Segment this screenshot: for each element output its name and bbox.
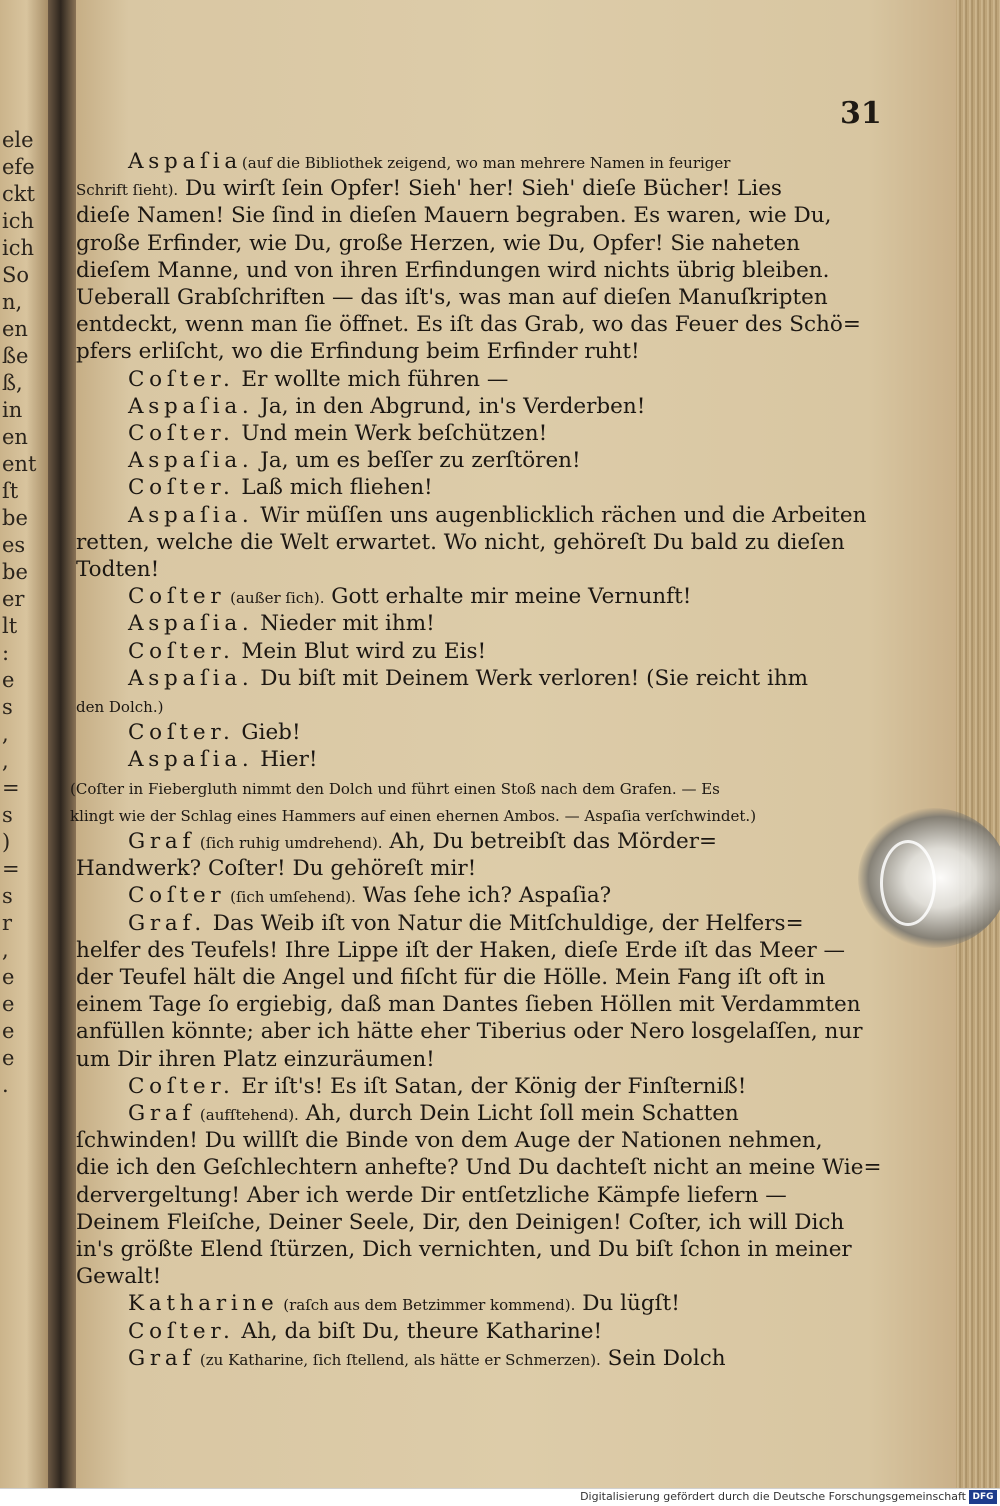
text-line xyxy=(128,1100,739,1129)
dialogue-text: Ah, da biſt Du, theure Katharine! xyxy=(234,1318,603,1344)
speaker-name: Graf. xyxy=(128,910,206,936)
page-stack-edges xyxy=(956,0,1000,1488)
speaker-name: Coſter xyxy=(128,883,226,909)
text-line xyxy=(76,991,861,1019)
dialogue-text: Hier! xyxy=(253,747,318,773)
left-page-fragment: ich xyxy=(2,209,35,233)
text-line xyxy=(76,1154,882,1182)
text-line xyxy=(128,882,611,911)
text-line xyxy=(128,638,486,666)
text-line xyxy=(76,1236,852,1264)
text-line xyxy=(128,1345,726,1374)
text-line xyxy=(128,366,508,394)
left-page-fragment: ckt xyxy=(2,182,35,206)
text-line xyxy=(128,719,301,747)
dialogue-text: Gieb! xyxy=(234,720,301,746)
text-line xyxy=(128,1318,602,1346)
dialogue-text: retten, welche die Welt erwartet. Wo nicht, gehöreſt Du bald zu dieſen xyxy=(76,529,845,555)
dialogue-text: dieſem Manne, und von ihren Erfindungen wird nichts übrig bleiben. xyxy=(76,257,830,283)
left-page-fragment: en xyxy=(2,317,28,341)
stage-direction: den Dolch.) xyxy=(76,698,164,716)
text-line xyxy=(128,148,730,177)
stage-direction: (aufſtehend). xyxy=(195,1106,299,1124)
text-line xyxy=(128,665,808,693)
text-line xyxy=(76,284,828,312)
dialogue-text: Du biſt mit Deinem Werk verloren! (Sie reicht ihm xyxy=(253,665,809,691)
text-line xyxy=(76,855,476,883)
left-page-fragment: = xyxy=(2,776,20,800)
dialogue-text: Wir müſſen uns augenblicklich rächen und die Arbeiten xyxy=(253,502,867,528)
text-line xyxy=(76,175,782,204)
dialogue-text: Deinem Fleiſche, Deiner Seele, Dir, den Deinigen! Coſter, ich will Dich xyxy=(76,1209,845,1235)
dialogue-text: einem Tage ſo ergiebig, daß man Dantes ſieben Höllen mit Verdammten xyxy=(76,992,861,1018)
book-page xyxy=(70,0,956,1488)
left-page-fragment: s xyxy=(2,884,13,908)
text-line xyxy=(128,910,804,938)
speaker-name: Graf xyxy=(128,1101,196,1126)
dialogue-text: Das Weib iſt von Natur die Mitſchuldige, der Helfers= xyxy=(205,910,804,936)
dialogue-text: Ah, Du betreibſt das Mörder= xyxy=(382,829,718,854)
text-line xyxy=(76,529,845,557)
text-line xyxy=(76,311,861,339)
stage-direction: Schrift ſieht). xyxy=(76,181,179,200)
stage-direction: klingt wie der Schlag eines Hammers auf einen ehernen Ambos. — Aspaſia verſchwindet.) xyxy=(70,806,757,825)
speaker-name: Graf xyxy=(128,829,196,854)
dialogue-text: Und mein Werk beſchützen! xyxy=(234,421,548,446)
left-page-fragment: be xyxy=(2,506,28,530)
funding-footer xyxy=(0,1488,1000,1506)
text-line xyxy=(128,610,435,638)
dialogue-text: Er iſt's! Es iſt Satan, der König der Finſterniß! xyxy=(234,1073,747,1099)
left-page-fragment: , xyxy=(2,938,9,962)
left-page-fragment: in xyxy=(2,398,23,422)
speaker-name: Aspaſia xyxy=(128,149,242,174)
text-line xyxy=(128,1290,680,1319)
text-line xyxy=(76,1209,844,1237)
dialogue-text: Sein Dolch xyxy=(600,1345,726,1371)
dialogue-text: um Dir ihren Platz einzuräumen! xyxy=(76,1046,435,1072)
stage-direction: (auf die Bibliothek zeigend, wo man mehrere Namen in feuriger xyxy=(241,154,731,172)
dialogue-text: die ich den Geſchlechtern anhefte? Und Du dachteſt nicht an meine Wie= xyxy=(76,1155,882,1181)
left-page-fragment: lt xyxy=(2,614,18,638)
left-page-fragment: r xyxy=(2,911,13,935)
left-page-fragment: es xyxy=(2,533,26,557)
left-page-fragment: ele xyxy=(2,128,34,152)
dialogue-text: entdeckt, wenn man ſie öffnet. Es iſt das Grab, wo das Feuer des Schö= xyxy=(76,312,861,338)
text-line xyxy=(76,692,163,721)
text-line xyxy=(76,1182,787,1210)
dialogue-text: Gott erhalte mir meine Vernunft! xyxy=(324,584,692,610)
stage-direction: (zu Katharine, ſich ſtellend, als hätte er Schmerzen). xyxy=(195,1350,601,1369)
text-line xyxy=(76,257,829,285)
dialogue-text: Er wollte mich führen — xyxy=(234,366,509,392)
dialogue-text: dervergeltung! Aber ich werde Dir entſetzliche Kämpfe liefern — xyxy=(76,1182,787,1208)
speaker-name: Coſter. xyxy=(128,366,235,392)
speaker-name: Coſter. xyxy=(128,720,235,746)
left-page-fragment: = xyxy=(2,857,20,881)
left-page-edge xyxy=(0,0,48,1488)
left-page-fragment: e xyxy=(2,668,15,692)
text-line xyxy=(76,556,159,584)
left-page-fragment: e xyxy=(2,1019,15,1043)
left-page-fragment: ße xyxy=(2,344,29,368)
dialogue-text: anfüllen könnte; aber ich hätte eher Tiberius oder Nero losgelaſſen, nur xyxy=(76,1019,863,1045)
speaker-name: Aspaſia. xyxy=(128,393,254,419)
speaker-name: Coſter xyxy=(128,584,226,610)
left-page-fragment: efe xyxy=(2,155,35,179)
left-page-fragment: er xyxy=(2,587,25,611)
left-page-fragment: e xyxy=(2,992,15,1016)
text-line xyxy=(128,420,547,448)
text-line xyxy=(128,393,645,421)
left-page-fragment: ) xyxy=(2,830,11,854)
left-page-fragment: ß, xyxy=(2,371,23,395)
left-page-fragment: . xyxy=(2,1073,9,1097)
text-line xyxy=(128,447,581,475)
text-line xyxy=(76,202,831,230)
left-page-fragment: ich xyxy=(2,236,35,260)
text-line xyxy=(128,502,866,530)
dialogue-text: Ueberall Grabſchriften — das iſt's, was man auf dieſen Manuſkripten xyxy=(76,285,828,310)
left-page-fragment: s xyxy=(2,803,13,827)
dialogue-text: Laß mich fliehen! xyxy=(234,475,433,501)
text-line xyxy=(76,1263,161,1291)
left-page-fragment: en xyxy=(2,425,28,449)
dialogue-text: Ah, durch Dein Licht ſoll mein Schatten xyxy=(298,1101,739,1126)
dialogue-text: große Erfinder, wie Du, große Herzen, wie Du, Opfer! Sie naheten xyxy=(76,230,800,256)
dfg-logo: DFG xyxy=(969,1490,997,1504)
dialogue-text: helfer des Teufels! Ihre Lippe iſt der Haken, dieſe Erde iſt das Meer — xyxy=(76,937,846,963)
text-line xyxy=(128,474,433,502)
text-line xyxy=(76,1127,823,1155)
speaker-name: Coſter. xyxy=(128,475,235,501)
text-line xyxy=(76,964,825,992)
book-gutter xyxy=(48,0,76,1488)
dialogue-text: Mein Blut wird zu Eis! xyxy=(234,638,487,664)
left-page-fragment: , xyxy=(2,722,9,746)
speaker-name: Aspaſia. xyxy=(128,448,254,474)
speaker-name: Graf xyxy=(128,1345,196,1371)
left-page-fragment: be xyxy=(2,560,28,584)
speaker-name: Coſter. xyxy=(128,1073,235,1099)
dialogue-text: Ja, in den Abgrund, in's Verderben! xyxy=(253,393,646,419)
speaker-name: Coſter. xyxy=(128,638,235,664)
speaker-name: Aspaſia. xyxy=(128,747,254,773)
left-page-fragment: e xyxy=(2,1046,15,1070)
text-line xyxy=(70,801,756,830)
dialogue-text: Todten! xyxy=(76,557,160,582)
speaker-name: Coſter. xyxy=(128,421,235,446)
page-number: 31 xyxy=(840,96,882,131)
dialogue-text: Nieder mit ihm! xyxy=(253,611,435,637)
stage-direction: (Coſter in Fiebergluth nimmt den Dolch und führt einen Stoß nach dem Grafen. — Es xyxy=(70,779,720,798)
speaker-name: Aspaſia. xyxy=(128,665,254,691)
page-clip-icon xyxy=(880,840,936,926)
dialogue-text: Du wirſt ſein Opfer! Sieh' her! Sieh' dieſe Bücher! Lies xyxy=(178,176,782,202)
stage-direction: (ſich ruhig umdrehend). xyxy=(195,834,383,852)
stage-direction: (außer ſich). xyxy=(225,589,325,608)
dialogue-text: dieſe Namen! Sie ſind in dieſen Mauern begraben. Es waren, wie Du, xyxy=(76,203,832,229)
stage-direction: (raſch aus dem Betzimmer kommend). xyxy=(278,1296,576,1315)
left-page-fragment: , xyxy=(2,749,9,773)
text-line xyxy=(76,1046,435,1074)
text-line xyxy=(76,338,640,366)
left-page-fragment: : xyxy=(2,641,10,665)
text-line xyxy=(76,1018,863,1046)
left-page-fragment: s xyxy=(2,695,13,719)
dialogue-text: Gewalt! xyxy=(76,1264,162,1290)
text-line xyxy=(128,828,717,857)
dialogue-text: Ja, um es beſſer zu zerſtören! xyxy=(253,448,581,474)
speaker-name: Aspaſia. xyxy=(128,611,254,637)
stage-direction: (ſich umſehend). xyxy=(225,888,356,907)
dialogue-text: pfers erliſcht, wo die Erfindung beim Erfinder ruht! xyxy=(76,339,640,365)
left-page-fragment: So xyxy=(2,263,30,287)
text-line xyxy=(76,937,845,965)
speaker-name: Coſter. xyxy=(128,1318,235,1344)
text-line xyxy=(70,774,720,803)
dialogue-text: in's größte Elend ſtürzen, Dich vernichten, und Du biſt ſchon in meiner xyxy=(76,1237,852,1262)
text-line xyxy=(128,1073,746,1101)
dialogue-text: Du lügſt! xyxy=(575,1291,680,1317)
speaker-name: Katharine xyxy=(128,1291,279,1317)
dialogue-text: Was ſehe ich? Aspaſia? xyxy=(355,883,612,909)
left-page-fragment: e xyxy=(2,965,15,989)
text-line xyxy=(128,583,691,612)
speaker-name: Aspaſia. xyxy=(128,502,254,528)
left-page-fragment: n, xyxy=(2,290,23,314)
text-line xyxy=(128,746,318,774)
left-page-fragment: ent xyxy=(2,452,37,476)
dialogue-text: ſchwinden! Du willſt die Binde von dem Auge der Nationen nehmen, xyxy=(76,1128,823,1154)
dialogue-text: der Teufel hält die Angel und fiſcht für die Hölle. Mein Fang iſt oft in xyxy=(76,965,826,990)
left-page-fragment: ſt xyxy=(2,479,19,503)
text-line xyxy=(76,230,800,258)
dialogue-text: Handwerk? Coſter! Du gehöreſt mir! xyxy=(76,856,477,882)
footer-text: Digitalisierung gefördert durch die Deutsche Forschungsgemeinschaft xyxy=(580,1490,966,1503)
